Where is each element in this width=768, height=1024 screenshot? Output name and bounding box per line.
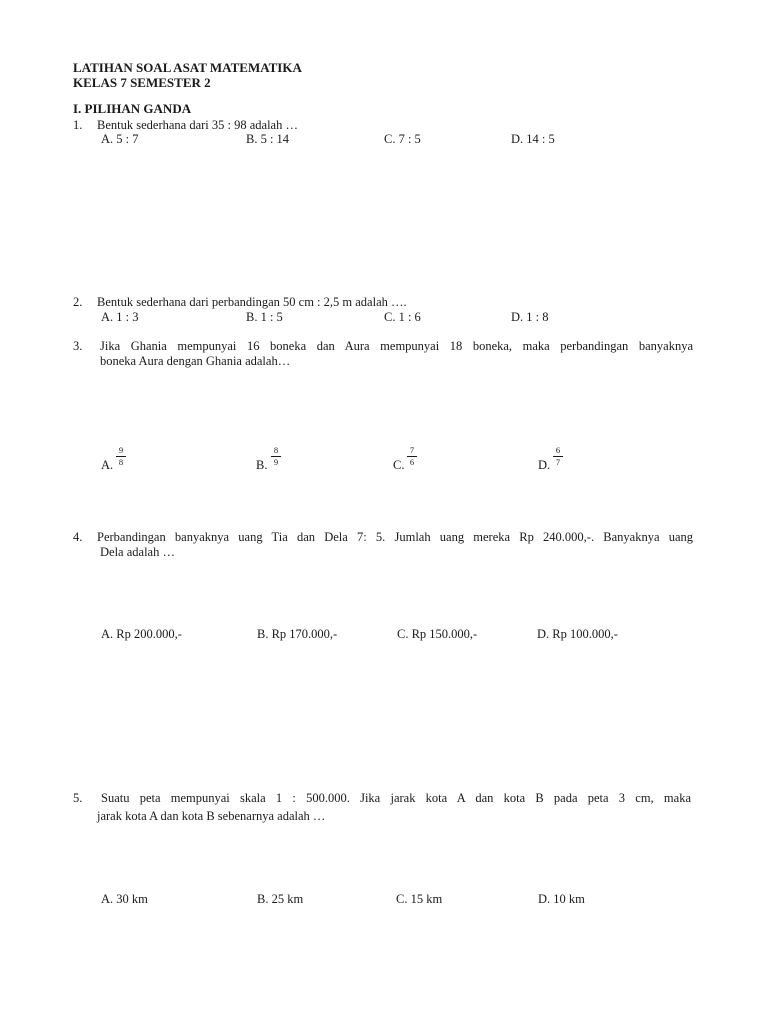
question-text: Bentuk sederhana dari perbandingan 50 cm : 2,5 m adalah …. [97,295,407,309]
option-a: A. 1 : 3 [101,310,139,324]
denominator: 8 [118,457,124,467]
option-b: B. Rp 170.000,- [257,627,338,641]
section-heading: I. PILIHAN GANDA [73,101,192,116]
question-number: 2. [73,295,83,309]
option-a: A. Rp 200.000,- [101,627,182,641]
numerator: 8 [273,445,279,455]
numerator: 7 [409,445,415,455]
option-label: B. [256,458,268,472]
question-number: 1. [73,118,83,132]
option-c: C. 1 : 6 [384,310,421,324]
fraction [407,446,417,467]
option-label: D. [538,458,551,472]
option-c: C. 7 : 5 [384,132,421,146]
page-title: LATIHAN SOAL ASAT MATEMATIKA [73,60,302,75]
question-number: 3. [73,339,83,353]
numerator: 9 [118,445,124,455]
question-text-line-1: Perbandingan banyaknya uang Tia dan Dela 7: 5. Jumlah uang mereka Rp 240.000,-. Banyaknya uang [97,530,693,544]
option-c: C. 15 km [396,892,443,906]
question-text-line-2: Dela adalah … [100,545,175,559]
question-text-line-2: jarak kota A dan kota B sebenarnya adalah … [97,809,326,823]
denominator: 6 [409,457,415,467]
option-d: D. 14 : 5 [511,132,555,146]
question-text: Bentuk sederhana dari 35 : 98 adalah … [97,118,298,132]
option-d: D. 1 : 8 [511,310,549,324]
option-b: B. 5 : 14 [246,132,290,146]
page-subtitle: KELAS 7 SEMESTER 2 [73,75,211,90]
denominator: 9 [273,457,279,467]
option-a: A. 5 : 7 [101,132,139,146]
question-text-line-1: Jika Ghania mempunyai 16 boneka dan Aura mempunyai 18 boneka, maka perbandingan banyaknya [100,339,693,353]
fraction [116,446,126,467]
option-d: D. Rp 100.000,- [537,627,618,641]
numerator: 6 [555,445,561,455]
option-b: B. 1 : 5 [246,310,283,324]
question-number: 4. [73,530,83,544]
option-d: D. 10 km [538,892,585,906]
option-c: C. Rp 150.000,- [397,627,478,641]
question-text-line-2: boneka Aura dengan Ghania adalah… [100,354,291,368]
option-label: A. [101,458,114,472]
option-a: A. 30 km [101,892,148,906]
denominator: 7 [555,457,561,467]
fraction [553,446,563,467]
fraction [271,446,281,467]
option-b: B. 25 km [257,892,304,906]
question-number: 5. [73,791,83,805]
question-text-line-1: Suatu peta mempunyai skala 1 : 500.000. Jika jarak kota A dan kota B pada peta 3 cm, maka [101,791,691,805]
option-label: C. [393,458,405,472]
